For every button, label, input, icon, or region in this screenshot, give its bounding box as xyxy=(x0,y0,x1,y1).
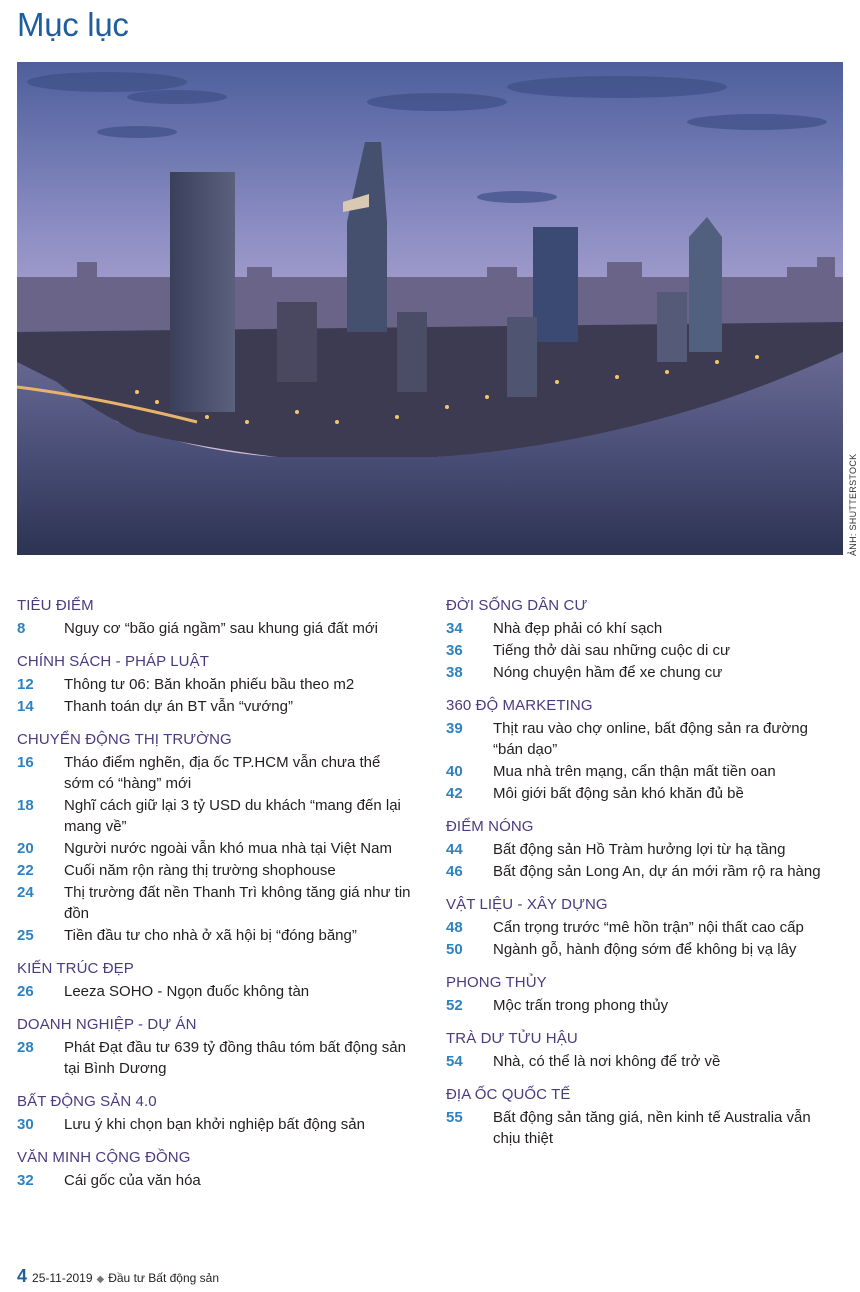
section-title: CHÍNH SÁCH - PHÁP LUẬT xyxy=(17,653,209,670)
toc-entry[interactable] xyxy=(17,1114,412,1135)
entry-title: Bất động sản Long An, dự án mới rầm rộ ra hàng xyxy=(493,863,821,880)
toc-entry[interactable] xyxy=(446,761,841,782)
entry-title: Thông tư 06: Băn khoăn phiếu bầu theo m2 xyxy=(64,676,355,693)
entry-title: Ngành gỗ, hành động sớm để không bị vạ lây xyxy=(493,941,797,958)
footer-separator-icon: ◆ xyxy=(96,1274,105,1285)
entry-page-number: 14 xyxy=(17,698,34,715)
toc-section xyxy=(446,696,841,804)
section-title: ĐỊA ỐC QUỐC TẾ xyxy=(446,1086,571,1103)
entry-page-number: 50 xyxy=(446,941,463,958)
toc-section xyxy=(17,730,412,946)
toc-entry[interactable] xyxy=(446,939,841,960)
entry-page-number: 28 xyxy=(17,1039,34,1056)
entry-page-number: 54 xyxy=(446,1053,463,1070)
entry-page-number: 16 xyxy=(17,754,34,771)
page-footer xyxy=(17,1266,219,1287)
section-title: TRÀ DƯ TỬU HẬU xyxy=(446,1030,578,1047)
toc-section xyxy=(17,596,412,639)
entry-page-number: 52 xyxy=(446,997,463,1014)
toc-entry[interactable] xyxy=(446,1107,841,1149)
entry-title: Bất động sản Hồ Tràm hưởng lợi từ hạ tầng xyxy=(493,841,786,858)
entry-page-number: 30 xyxy=(17,1116,34,1133)
toc-entry[interactable] xyxy=(446,995,841,1016)
toc-section xyxy=(446,895,841,960)
entry-title: Nóng chuyện hầm để xe chung cư xyxy=(493,664,723,681)
entry-title: Bất động sản tăng giá, nền kinh tế Australia vẫn chịu thiệt xyxy=(493,1109,811,1147)
toc-entry[interactable] xyxy=(446,662,841,683)
entry-title: Tiếng thở dài sau những cuộc di cư xyxy=(493,642,730,659)
toc-entry[interactable] xyxy=(446,640,841,661)
toc-entry[interactable] xyxy=(446,718,841,760)
toc-section xyxy=(17,1092,412,1135)
toc-entry[interactable] xyxy=(17,752,412,794)
section-title: BẤT ĐỘNG SẢN 4.0 xyxy=(17,1093,157,1110)
toc-section xyxy=(446,1029,841,1072)
entry-page-number: 36 xyxy=(446,642,463,659)
entry-title: Thị trường đất nền Thanh Trì không tăng giá như tin đồn xyxy=(64,884,411,922)
entry-title: Mộc trấn trong phong thủy xyxy=(493,997,669,1014)
entry-page-number: 39 xyxy=(446,720,463,737)
entry-title: Tháo điểm nghẽn, địa ốc TP.HCM vẫn chưa thể sớm có “hàng” mới xyxy=(64,754,381,792)
toc-entry[interactable] xyxy=(17,1170,412,1191)
publication-name: Đầu tư Bất động sản xyxy=(108,1271,219,1285)
toc-entry[interactable] xyxy=(17,860,412,881)
toc-entry[interactable] xyxy=(17,981,412,1002)
entry-title: Cái gốc của văn hóa xyxy=(64,1172,201,1189)
entry-title: Thanh toán dự án BT vẫn “vướng” xyxy=(64,698,293,715)
hero-photo xyxy=(17,62,843,555)
toc-entry[interactable] xyxy=(17,838,412,859)
toc-section xyxy=(446,1085,841,1149)
toc-entry[interactable] xyxy=(446,1051,841,1072)
section-title: DOANH NGHIỆP - DỰ ÁN xyxy=(17,1016,197,1033)
entry-title: Phát Đạt đầu tư 639 tỷ đồng thâu tóm bất động sản tại Bình Dương xyxy=(64,1039,406,1077)
entry-page-number: 24 xyxy=(17,884,34,901)
section-title: KIẾN TRÚC ĐẸP xyxy=(17,960,134,977)
entry-page-number: 42 xyxy=(446,785,463,802)
entry-title: Mua nhà trên mạng, cẩn thận mất tiền oan xyxy=(493,763,776,780)
section-title: 360 ĐỘ MARKETING xyxy=(446,697,593,714)
photo-credit: ẢNH: SHUTTERSTOCK xyxy=(848,453,858,556)
toc-section xyxy=(17,1015,412,1079)
entry-page-number: 12 xyxy=(17,676,34,693)
entry-page-number: 40 xyxy=(446,763,463,780)
toc-section xyxy=(446,596,841,683)
toc-entry[interactable] xyxy=(446,917,841,938)
toc-section xyxy=(446,817,841,882)
toc-entry[interactable] xyxy=(17,1037,412,1079)
entry-title: Môi giới bất động sản khó khăn đủ bề xyxy=(493,785,744,802)
toc-entry[interactable] xyxy=(17,925,412,946)
toc-entry[interactable] xyxy=(17,882,412,924)
toc-entry[interactable] xyxy=(17,696,412,717)
entry-title: Nghĩ cách giữ lại 3 tỷ USD du khách “mang đến lại mang về” xyxy=(64,797,401,835)
toc-entry[interactable] xyxy=(446,618,841,639)
toc-entry[interactable] xyxy=(17,618,412,639)
entry-title: Leeza SOHO - Ngọn đuốc không tàn xyxy=(64,983,310,1000)
section-title: VẬT LIỆU - XÂY DỰNG xyxy=(446,896,608,913)
entry-page-number: 18 xyxy=(17,797,34,814)
page-title: Mục lục xyxy=(17,6,129,43)
toc-entry[interactable] xyxy=(17,674,412,695)
entry-title: Thịt rau vào chợ online, bất động sản ra đường “bán dạo” xyxy=(493,720,808,758)
entry-title: Nguy cơ “bão giá ngầm” sau khung giá đất mới xyxy=(64,620,379,637)
toc-section xyxy=(446,973,841,1016)
toc-section xyxy=(17,1148,412,1191)
entry-page-number: 32 xyxy=(17,1172,34,1189)
entry-page-number: 55 xyxy=(446,1109,463,1126)
toc-section xyxy=(17,959,412,1002)
section-title: VĂN MINH CỘNG ĐỒNG xyxy=(17,1149,191,1166)
entry-title: Nhà, có thể là nơi không để trở về xyxy=(493,1053,721,1070)
city-skyline-image xyxy=(17,62,843,555)
entry-title: Cuối năm rộn ràng thị trường shophouse xyxy=(64,862,336,879)
entry-title: Nhà đẹp phải có khí sạch xyxy=(493,620,663,637)
entry-title: Cẩn trọng trước “mê hồn trận” nội thất cao cấp xyxy=(493,919,804,936)
entry-page-number: 20 xyxy=(17,840,34,857)
toc-entry[interactable] xyxy=(17,795,412,837)
toc-column-right xyxy=(446,596,841,1162)
entry-page-number: 48 xyxy=(446,919,463,936)
entry-page-number: 8 xyxy=(17,620,26,637)
entry-title: Người nước ngoài vẫn khó mua nhà tại Việt Nam xyxy=(64,840,392,857)
entry-page-number: 34 xyxy=(446,620,463,637)
page-number: 4 xyxy=(17,1266,28,1286)
toc-entry[interactable] xyxy=(446,839,841,860)
entry-title: Lưu ý khi chọn bạn khởi nghiệp bất động sản xyxy=(64,1116,365,1133)
entry-page-number: 22 xyxy=(17,862,34,879)
toc-entry[interactable] xyxy=(446,861,841,882)
toc-entry[interactable] xyxy=(446,783,841,804)
section-title: ĐIỂM NÓNG xyxy=(446,818,534,835)
toc-column-left xyxy=(17,596,412,1204)
section-title: TIÊU ĐIỂM xyxy=(17,597,94,614)
entry-page-number: 26 xyxy=(17,983,34,1000)
section-title: ĐỜI SỐNG DÂN CƯ xyxy=(446,597,588,614)
section-title: CHUYỂN ĐỘNG THỊ TRƯỜNG xyxy=(17,731,232,748)
entry-page-number: 44 xyxy=(446,841,463,858)
entry-title: Tiền đầu tư cho nhà ở xã hội bị “đóng băng” xyxy=(64,927,357,944)
entry-page-number: 25 xyxy=(17,927,34,944)
issue-date: 25-11-2019 xyxy=(32,1271,93,1285)
section-title: PHONG THỦY xyxy=(446,974,547,991)
toc-section xyxy=(17,652,412,717)
entry-page-number: 38 xyxy=(446,664,463,681)
entry-page-number: 46 xyxy=(446,863,463,880)
